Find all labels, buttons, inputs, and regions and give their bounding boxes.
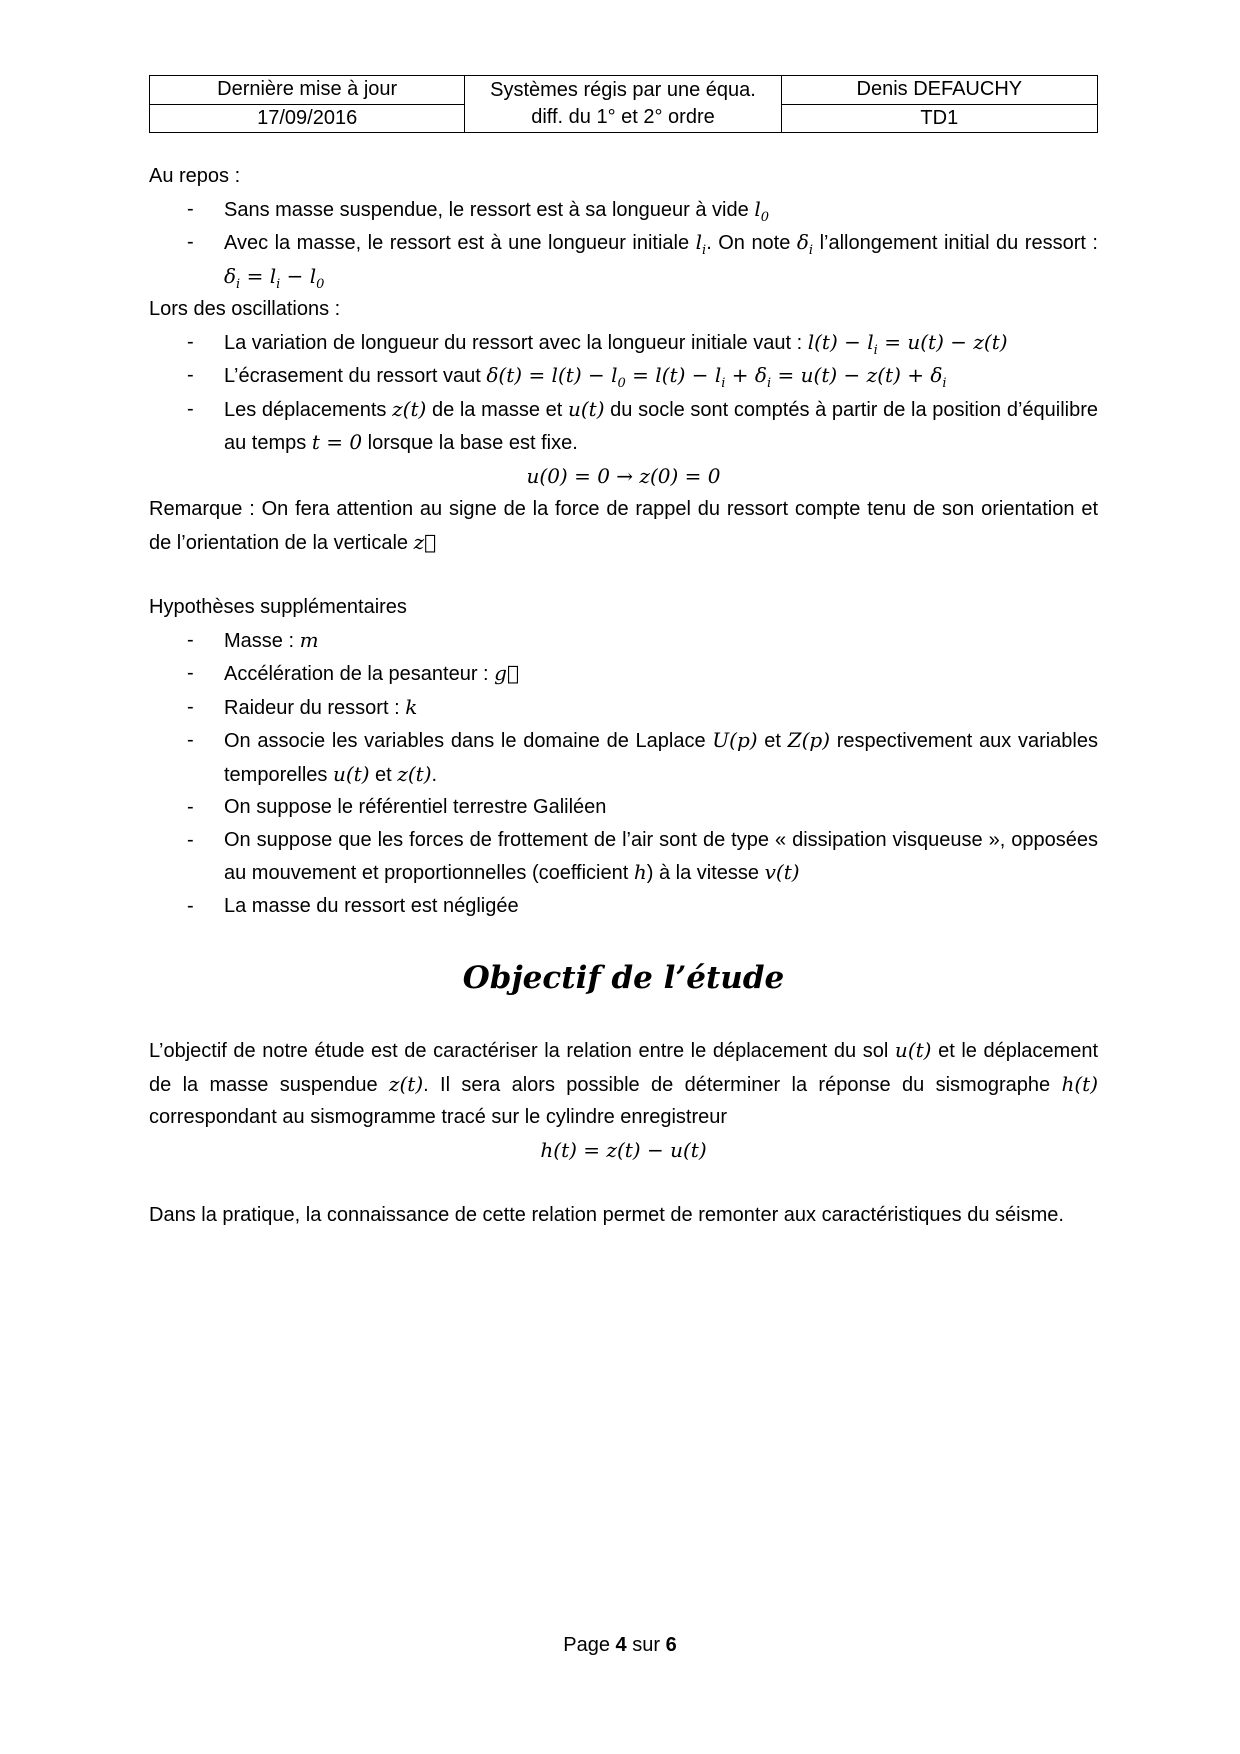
math-ecrasement: $\delta(t) = l(t) - l_0 = l(t) - l_i + \delta_i = u(t) - z(t) + \delta_i$	[486, 363, 947, 391]
list-item: - Raideur du ressort : k	[187, 694, 418, 719]
page-number: 4	[615, 1634, 627, 1656]
header-date: 17/09/2016	[150, 104, 465, 133]
remarque-text: Remarque : On fera attention au signe de la force de rappel du ressort compte tenu de son orientation et de l’orientation de la verticale	[149, 498, 1098, 554]
vector-z: z⃗	[413, 529, 437, 554]
header-title-line2: diff. du 1° et 2° ordre	[531, 106, 715, 128]
list-item: - La masse du ressort est négligée	[187, 894, 519, 917]
hyp-raideur: Raideur du ressort :	[224, 696, 406, 719]
repos-item2-text3: l’allongement initial du ressort :	[813, 232, 1098, 254]
hyp-frottement-a: On suppose que les forces de frottement de l’air sont de type « dissipation visqueuse », opposées au mouvement et proportionnelles (coefficient	[224, 828, 1098, 884]
obj-p1-a: L’objectif de notre étude est de caractériser la relation entre le déplacement du sol	[149, 1040, 895, 1062]
hyp-ressort-masse: La masse du ressort est négligée	[224, 894, 519, 917]
document-body	[149, 160, 1098, 1232]
list-item: - On associe les variables dans le domaine de Laplace U(p) et Z(p) respectivement aux variables temporelles u(t) et z(t).	[187, 728, 1098, 786]
osc-item1-text: La variation de longueur du ressort avec la longueur initiale vaut :	[224, 331, 808, 354]
page-footer	[0, 1634, 1240, 1657]
header-title-line1: Systèmes régis par une équa.	[490, 79, 756, 101]
list-item: - Sans masse suspendue, le ressort est à sa longueur à vide $l_0$	[187, 196, 769, 225]
list-item: - On suppose le référentiel terrestre Galiléen	[187, 796, 607, 818]
header-update-label: Dernière mise à jour	[150, 76, 465, 105]
hypotheses-heading: Hypothèses supplémentaires	[149, 596, 407, 618]
hyp-laplace-c: respectivement aux variables temporelles	[224, 730, 1098, 786]
hyp-laplace-a: On associe les variables dans le domaine de Laplace	[224, 730, 713, 752]
list-item: - La variation de longueur du ressort avec la longueur initiale vaut : $l(t) - l_i = u(t) - z(t)$	[187, 329, 1008, 358]
hyp-acceleration: Accélération de la pesanteur :	[224, 663, 495, 685]
osc-item3-text3: du socle sont comptés à partir de la position d’équilibre au temps	[224, 398, 1098, 454]
remarque	[149, 493, 1098, 559]
repos-item1-text: Sans masse suspendue, le ressort est à sa longueur à vide	[224, 198, 755, 221]
osc-item3-text: Les déplacements	[224, 398, 393, 421]
hyp-laplace-b: et	[757, 730, 788, 752]
objectif-paragraph: L’objectif de notre étude est de caractériser la relation entre le déplacement du sol u(t) et le déplacement de la masse suspendue z(t). Il sera alors possible de déterminer la réponse du sismographe h(t) correspondant au sismogramme tracé sur le cylindre enregistreur	[149, 1038, 1098, 1128]
list-item: - Masse : m	[187, 627, 319, 652]
obj-p1-b: et le déplacement de la masse suspendue	[149, 1040, 1098, 1096]
equation-h: h(t) = z(t) − u(t)	[540, 1137, 707, 1162]
osc-item3-text2: de la masse et	[426, 398, 568, 421]
conclusion-paragraph: Dans la pratique, la connaissance de cette relation permet de remonter aux caractéristiques du séisme.	[149, 1204, 1064, 1226]
repos-item2-text2: . On note	[706, 232, 797, 254]
hyp-galileen: On suppose le référentiel terrestre Galiléen	[224, 796, 607, 818]
math-delta-def: $\delta_i = l_i - l_0$	[224, 263, 325, 292]
obj-p1-d: correspondant au sismogramme tracé sur le cylindre enregistreur	[149, 1106, 728, 1128]
math-delta-i: $\delta_i$	[796, 230, 814, 258]
header-table	[149, 75, 1098, 133]
hyp-frottement-b: ) à la vitesse	[646, 862, 765, 884]
equation-initial: u(0) = 0 → z(0) = 0	[526, 463, 721, 488]
page-total: 6	[665, 1634, 677, 1656]
footer-prefix: Page	[563, 1634, 616, 1656]
hyp-masse: Masse :	[224, 629, 300, 652]
list-item: - L’écrasement du ressort vaut $\delta(t) = l(t) - l_0 = l(t) - l_i + \delta_i = u(t) - z(t) + \delta_i$	[187, 363, 947, 391]
hyp-laplace-d: et	[369, 763, 398, 786]
oscillations-heading: Lors des oscillations :	[149, 298, 341, 320]
list-item: - Avec la masse, le ressort est à une longueur initiale $l_i$. On note $\delta_i$ l’allongement initial du ressort : $\delta_i = l_i - l_0$	[187, 230, 1098, 292]
list-item: - Accélération de la pesanteur : g⃗	[187, 661, 519, 685]
math-l0: $l_0$	[754, 196, 769, 225]
list-item: - Les déplacements z(t) de la masse et u(t) du socle sont comptés à partir de la position d’équilibre au temps t = 0 lorsque la base est fixe.	[187, 396, 1098, 454]
repos-heading: Au repos :	[149, 165, 241, 187]
list-item: - On suppose que les forces de frottement de l’air sont de type « dissipation visqueuse », opposées au mouvement et proportionnelles (coefficient h) à la vitesse v(t)	[187, 828, 1098, 884]
math-variation: $l(t) - l_i = u(t) - z(t)$	[807, 329, 1008, 358]
header-title	[465, 76, 781, 133]
osc-item2-text: L’écrasement du ressort vaut	[224, 365, 487, 387]
math-li: $l_i$	[695, 230, 707, 258]
header-td: TD1	[781, 104, 1097, 133]
obj-p1-c: . Il sera alors possible de déterminer la réponse du sismographe	[423, 1073, 1062, 1096]
section-title: Objectif de l’étude	[462, 960, 785, 996]
repos-item2-text: Avec la masse, le ressort est à une longueur initiale	[224, 232, 696, 254]
hyp-laplace-e: .	[431, 763, 438, 786]
osc-item3-text4: lorsque la base est fixe.	[362, 432, 578, 454]
header-author: Denis DEFAUCHY	[781, 76, 1097, 105]
footer-mid: sur	[626, 1634, 666, 1656]
